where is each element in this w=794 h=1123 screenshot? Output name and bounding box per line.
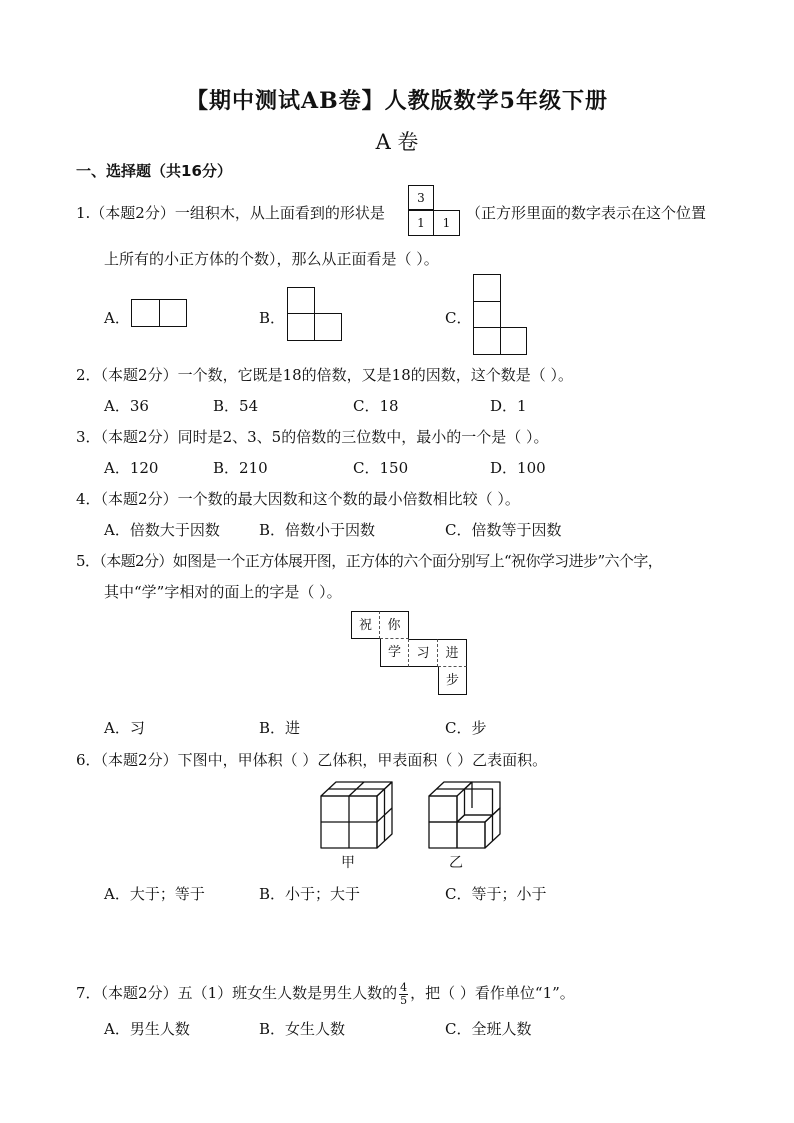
question-3-text: 3．（本题2分）同时是2、3、5的倍数的三位数中，最小的一个是（ ）。 — [76, 428, 549, 446]
option-b[interactable]: B．210 — [213, 459, 268, 477]
option-c[interactable]: C．150 — [353, 459, 409, 477]
option-d[interactable]: D．1 — [490, 397, 527, 415]
option-c[interactable]: C．等于；小于 — [445, 885, 547, 903]
option-a-label[interactable]: A． — [104, 309, 130, 327]
option-b[interactable]: B．女生人数 — [259, 1020, 346, 1038]
fraction-denominator: 5 — [400, 993, 408, 1007]
question-1-text-a: 1.（本题2分）一组积木，从上面看到的形状是 — [76, 204, 385, 222]
question-2-text: 2．（本题2分）一个数，它既是18的倍数，又是18的因数，这个数是（ ）。 — [76, 366, 574, 384]
option-a[interactable]: A．倍数大于因数 — [104, 521, 220, 539]
page-title: 【期中测试AB卷】人教版数学5年级下册 — [186, 88, 608, 114]
option-a[interactable]: A．大于；等于 — [104, 885, 205, 903]
question-5-text-line1: 5．（本题2分）如图是一个正方体展开图，正方体的六个面分别写上“祝你学习进步”六个字， — [76, 552, 663, 570]
option-d[interactable]: D．100 — [490, 459, 546, 477]
net-face-3: 学 — [380, 639, 409, 667]
question-1-text-b: （正方形里面的数字表示在这个位置 — [466, 204, 707, 222]
option-c[interactable]: C．步 — [445, 719, 487, 737]
grid-cell-top: 3 — [408, 185, 434, 210]
option-a[interactable]: A．男生人数 — [104, 1020, 190, 1038]
option-c-label[interactable]: C． — [445, 309, 472, 327]
option-b[interactable]: B．倍数小于因数 — [259, 521, 376, 539]
fraction-numerator: 4 — [400, 980, 408, 994]
grid-cell-bottom-left: 1 — [408, 210, 434, 236]
option-a[interactable]: A．120 — [104, 459, 159, 477]
question-1-text-line2: 上所有的小正方体的个数），那么从正面看是（ ）。 — [104, 250, 439, 268]
net-face-6: 步 — [438, 667, 467, 695]
section-heading: 一、选择题（共16分） — [76, 162, 232, 180]
option-b-label[interactable]: B． — [259, 309, 286, 327]
option-a[interactable]: A．习 — [104, 719, 145, 737]
option-b[interactable]: B．54 — [213, 397, 259, 415]
fraction — [399, 982, 408, 1007]
option-c[interactable]: C．18 — [353, 397, 399, 415]
page-subtitle: A 卷 — [375, 130, 419, 154]
solid-a-label: 甲 — [341, 855, 355, 871]
grid-cell-bottom-right: 1 — [433, 210, 460, 236]
question-4-text: 4．（本题2分）一个数的最大因数和这个数的最小倍数相比较（ ）。 — [76, 490, 520, 508]
option-c[interactable]: C．倍数等于因数 — [445, 521, 562, 539]
solid-a-figure — [318, 774, 398, 852]
question-7-text-a: 7．（本题2分）五（1）班女生人数是男生人数的 — [76, 984, 398, 1002]
solid-b-figure — [426, 774, 506, 852]
question-5-text-line2: 其中“学”字相对的面上的字是（ ）。 — [104, 583, 342, 601]
solid-b-label: 乙 — [449, 855, 463, 871]
question-7-text-b: ，把（ ）看作单位“1”。 — [410, 984, 575, 1002]
option-a[interactable]: A．36 — [104, 397, 149, 415]
question-7-text — [76, 976, 575, 1010]
net-face-4: 习 — [409, 639, 438, 667]
option-b[interactable]: B．进 — [259, 719, 301, 737]
net-face-1: 祝 — [351, 611, 380, 639]
option-b[interactable]: B．小于；大于 — [259, 885, 361, 903]
question-6-text: 6．（本题2分）下图中，甲体积（ ）乙体积，甲表面积（ ）乙表面积。 — [76, 751, 548, 769]
net-face-2: 你 — [380, 611, 409, 639]
net-face-5: 进 — [438, 639, 467, 667]
option-c[interactable]: C．全班人数 — [445, 1020, 532, 1038]
